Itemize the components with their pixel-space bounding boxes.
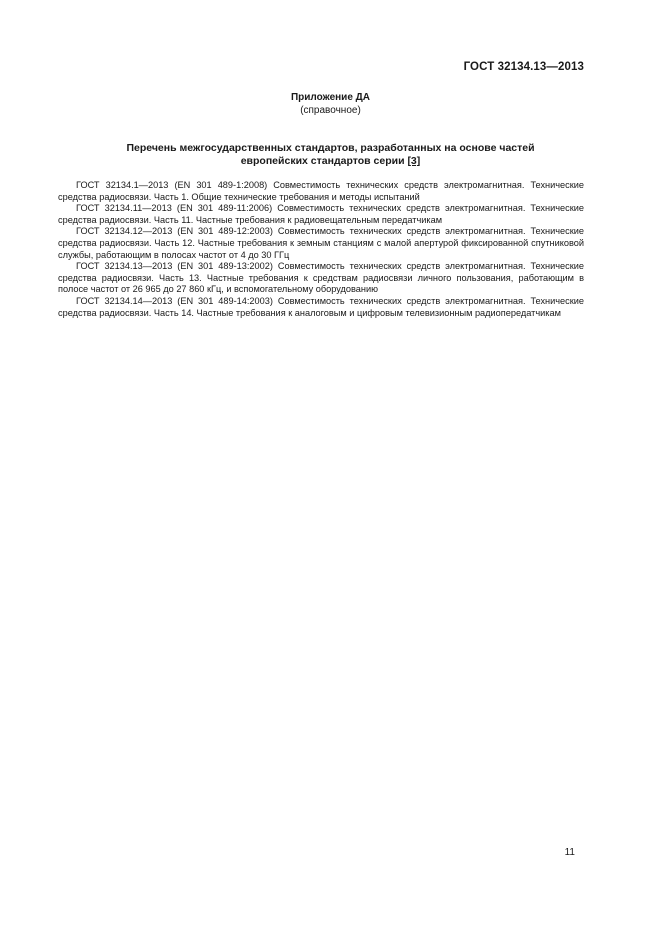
standards-list [58, 180, 584, 319]
heading-line-1: Перечень межгосударственных стандартов, разработанных на основе частей [126, 142, 535, 154]
standard-entry: ГОСТ 32134.1—2013 (EN 301 489-1:2008) Совместимость технических средств электромагнитная. Технические средства радиосвязи. Часть 1. Общие технические требования и методы испытаний [58, 180, 584, 202]
section-heading [40, 142, 621, 168]
annex-block [0, 91, 661, 117]
heading-line-2-text: европейских стандартов серии [240, 155, 408, 167]
page-number: 11 [564, 847, 575, 858]
bibliography-reference-link[interactable]: [3] [407, 155, 421, 167]
document-code: ГОСТ 32134.13—2013 [463, 61, 584, 73]
standard-entry: ГОСТ 32134.11—2013 (EN 301 489-11:2006) Совместимость технических средств электромагнитная. Технические средства радиосвязи. Часть 11. Частные требования к радиовещательным передатчикам [58, 203, 584, 225]
annex-subtitle: (справочное) [300, 105, 361, 116]
standard-entry: ГОСТ 32134.14—2013 (EN 301 489-14:2003) Совместимость технических средств электромагнитная. Технические средства радиосвязи. Часть 14. Частные требования к аналоговым и цифровым телевизионным радиопередатчикам [58, 295, 584, 318]
standard-entry: ГОСТ 32134.13—2013 (EN 301 489-13:2002) Совместимость технических средств электромагнитная. Технические средства радиосвязи. Часть 13. Частные требования к средствам радиосвязи личного пользования, работающим в полосе частот от 26 965 до 27 860 кГц, и вспомогательному оборудованию [58, 261, 584, 295]
annex-title: Приложение ДА [290, 92, 371, 103]
standard-entry: ГОСТ 32134.12—2013 (EN 301 489-12:2003) Совместимость технических средств электромагнитная. Технические средства радиосвязи. Часть 12. Частные требования к земным станциям с малой апертурой фиксированной спутниковой службы, работающим в полосах частот от 4 до 30 ГГц [58, 226, 584, 260]
heading-line-2 [40, 155, 621, 168]
